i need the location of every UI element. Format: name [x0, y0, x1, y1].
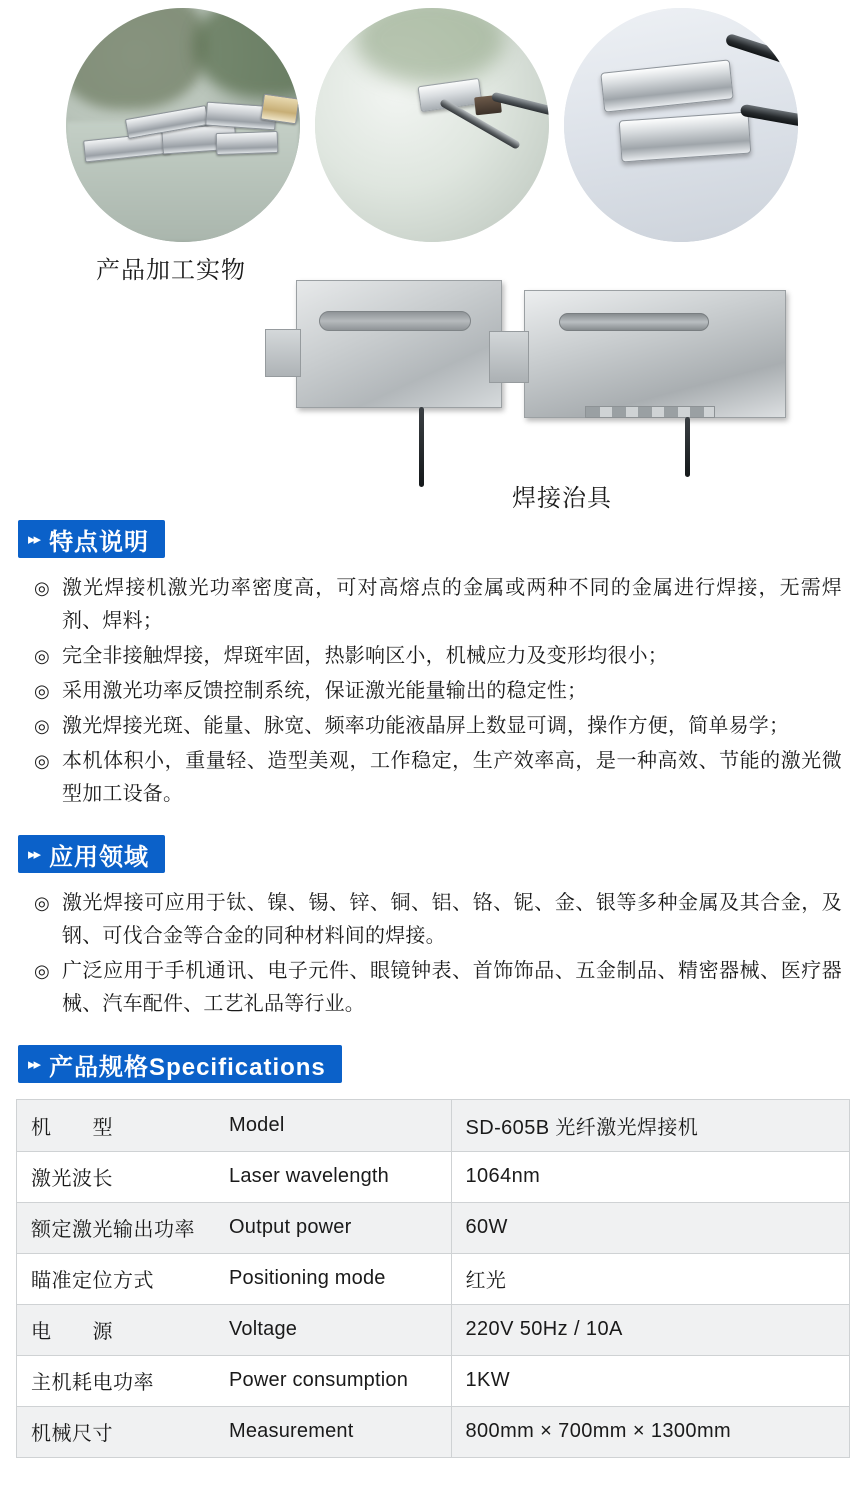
table-row [17, 1253, 849, 1304]
spec-label-cn: 额定激光输出功率 [17, 1202, 215, 1253]
spec-value: 1KW [451, 1355, 849, 1406]
section-heading-applications [18, 835, 165, 873]
spec-label-cn: 机 型 [17, 1100, 215, 1151]
table-row [17, 1202, 849, 1253]
spec-label-en: Output power [215, 1202, 451, 1253]
product-photo-3 [564, 8, 798, 242]
table-row [17, 1100, 849, 1151]
fixture-wire [419, 407, 424, 487]
double-arrow-icon: ▸▸ [28, 846, 40, 863]
section-heading-features [18, 520, 165, 558]
features-list [0, 572, 866, 811]
photo-caption-products: 产品加工实物 [96, 257, 246, 284]
list-item: ◎ 激光焊接可应用于钛、镍、锡、锌、铜、铝、铬、铌、金、银等多种金属及其合金，及钢、可伐合金等合金的同种材料间的焊接。 [34, 887, 842, 953]
spec-value: 220V 50Hz / 10A [451, 1304, 849, 1355]
spec-label-cn: 激光波长 [17, 1151, 215, 1202]
fixture-groove [559, 313, 709, 331]
table-row [17, 1151, 849, 1202]
product-photo-1 [66, 8, 300, 242]
connector-part-gold [260, 94, 299, 125]
spec-label-cn: 电 源 [17, 1304, 215, 1355]
welding-fixture-2 [524, 290, 786, 418]
connector-part [216, 131, 279, 155]
spec-label-cn: 机械尺寸 [17, 1406, 215, 1457]
spec-value: SD-605B 光纤激光焊接机 [451, 1100, 849, 1151]
section-title: 特点说明 [49, 528, 150, 556]
spec-value: 1064nm [451, 1151, 849, 1202]
spec-label-en: Voltage [215, 1304, 451, 1355]
spec-value: 红光 [451, 1253, 849, 1304]
specifications-table-wrapper [16, 1099, 850, 1458]
spec-value: 60W [451, 1202, 849, 1253]
table-row [17, 1355, 849, 1406]
spec-label-en: Model [215, 1100, 451, 1151]
spec-label-cn: 主机耗电功率 [17, 1355, 215, 1406]
fixture-tab [489, 331, 529, 383]
product-photo-area [0, 0, 866, 520]
spec-label-cn: 瞄准定位方式 [17, 1253, 215, 1304]
spec-label-en: Laser wavelength [215, 1151, 451, 1202]
spec-label-en: Positioning mode [215, 1253, 451, 1304]
spec-label-en: Measurement [215, 1406, 451, 1457]
photo-backdrop-leaf [194, 8, 300, 98]
list-item: ◎ 广泛应用于手机通讯、电子元件、眼镜钟表、首饰饰品、五金制品、精密器械、医疗器械、汽车配件、工艺礼品等行业。 [34, 955, 842, 1021]
fixture-notches [585, 406, 715, 418]
photo-caption-fixture: 焊接治具 [512, 485, 612, 512]
fixture-groove [319, 311, 471, 331]
spacer [0, 813, 866, 835]
spec-label-en: Power consumption [215, 1355, 451, 1406]
spec-value: 800mm × 700mm × 1300mm [451, 1406, 849, 1457]
section-title: 产品规格Specifications [49, 1053, 326, 1081]
table-row [17, 1406, 849, 1457]
list-item: ◎ 激光焊接光斑、能量、脉宽、频率功能液晶屏上数显可调，操作方便，简单易学； [34, 710, 842, 743]
photo-backdrop-leaf [66, 8, 206, 110]
table-row [17, 1304, 849, 1355]
list-item: ◎ 激光焊接机激光功率密度高，可对高熔点的金属或两种不同的金属进行焊接，无需焊剂、焊料； [34, 572, 842, 638]
applications-list [0, 887, 866, 1021]
welding-fixture-1 [296, 280, 502, 408]
section-title: 应用领域 [49, 843, 150, 871]
specifications-table [17, 1100, 849, 1458]
fixture-tab [265, 329, 301, 377]
product-photo-2 [315, 8, 549, 242]
double-arrow-icon: ▸▸ [28, 531, 40, 548]
double-arrow-icon: ▸▸ [28, 1056, 40, 1073]
list-item: ◎ 本机体积小，重量轻、造型美观，工作稳定，生产效率高，是一种高效、节能的激光微型加工设备。 [34, 745, 842, 811]
list-item: ◎ 完全非接触焊接，焊斑牢固，热影响区小，机械应力及变形均很小； [34, 640, 842, 673]
spacer [0, 1023, 866, 1045]
section-heading-specifications [18, 1045, 342, 1083]
list-item: ◎ 采用激光功率反馈控制系统，保证激光能量输出的稳定性； [34, 675, 842, 708]
fixture-wire [685, 417, 690, 477]
